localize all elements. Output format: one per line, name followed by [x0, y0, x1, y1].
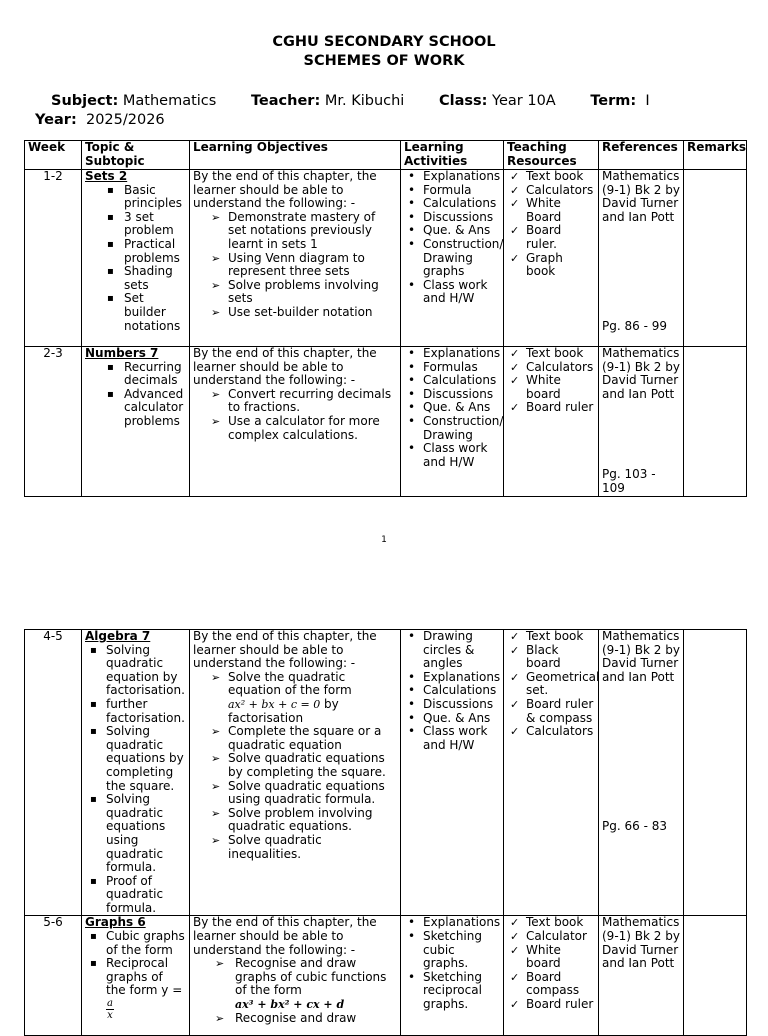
teacher-label: Teacher: [250, 93, 321, 109]
objective-item: ➢ Use a calculator for more complex calculations. [193, 415, 397, 442]
objective-item: ➢ Solve quadratic equations using quadratic formula. [193, 780, 397, 807]
week-cell: 2-3 [25, 347, 82, 497]
activity-item: • Drawing circles & angles [404, 630, 500, 671]
activity-item: • Formulas [404, 361, 500, 375]
objective-text: Recognise and draw graphs of cubic functions of the form [235, 956, 387, 998]
resource-item: ✓ White board [507, 374, 595, 401]
reference-text: Mathematics (9-1) Bk 2 by David Turner and Ian Pott [602, 915, 680, 971]
resource-item: ✓ Graph book [507, 252, 595, 279]
topic-title: Graphs 6 [85, 915, 146, 930]
topic-title: Algebra 7 [85, 629, 151, 643]
subtopic-item: ▪ Recurring decimals [85, 361, 186, 388]
subtopic-text: Reciprocal graphs of the form y = [106, 956, 183, 998]
subtopic-item: ▪ Set builder notations [85, 292, 186, 333]
meta-row [51, 93, 680, 109]
activity-item: • Discussions [404, 388, 500, 402]
activity-item: • Calculations [404, 197, 500, 211]
resource-item: ✓ Geometrical set. [507, 671, 595, 698]
subtopic-item: ▪ Solving quadratic equation by factorisation. [85, 644, 186, 698]
objective-text: by factorisation [228, 696, 339, 725]
objectives-cell [190, 170, 401, 347]
reference-text: Mathematics (9-1) Bk 2 by David Turner and Ian Pott [602, 346, 680, 401]
objective-item: ➢ Recognise and draw [193, 1012, 397, 1026]
references-cell [599, 916, 684, 1036]
table-header-row [25, 141, 747, 170]
reference-pages: Pg. 86 - 99 [602, 319, 667, 333]
resource-item: ✓ Text book [507, 347, 595, 361]
page-number: 1 [381, 535, 387, 545]
year-label: Year: [35, 112, 77, 128]
col-remarks: Remarks [684, 141, 747, 170]
quadratic-formula: ax² + bx + c = 0 [228, 697, 321, 711]
remarks-cell [684, 630, 747, 916]
resource-item: ✓ Board ruler & compass [507, 698, 595, 725]
activity-item: • Que. & Ans [404, 712, 500, 726]
col-objectives: Learning Objectives [190, 141, 401, 170]
table-row [25, 347, 747, 497]
subtopic-item: ▪ Advanced calculator problems [85, 388, 186, 429]
term-label: Term: [590, 93, 637, 109]
objective-item: ➢ Solve quadratic equations by completing the square. [193, 752, 397, 779]
activity-item: • Explanations [404, 170, 500, 184]
week-cell: 1-2 [25, 170, 82, 347]
cubic-formula: ax³ + bx² + cx + d [235, 998, 345, 1012]
resource-item: ✓ Board compass [507, 971, 595, 998]
objectives-cell [190, 630, 401, 916]
subtopic-item: ▪ Solving quadratic equations by completing the square. [85, 725, 186, 793]
document-title: SCHEMES OF WORK [303, 53, 465, 69]
resource-item: ✓ Black board [507, 644, 595, 671]
table-row [25, 916, 747, 1036]
subtopic-item: ▪ Shading sets [85, 265, 186, 292]
topic-cell [82, 170, 190, 347]
objective-item [193, 957, 397, 1011]
class-label: Class: [438, 93, 488, 109]
activity-item: • Explanations [404, 347, 500, 361]
class-value: Year 10A [492, 93, 556, 109]
subtopic-item: ▪ Solving quadratic equations using quadratic formula. [85, 793, 186, 875]
topic-cell [82, 347, 190, 497]
resources-cell [504, 347, 599, 497]
resource-item: ✓ Calculators [507, 361, 595, 375]
remarks-cell [684, 916, 747, 1036]
scheme-table [24, 140, 747, 497]
table-row [25, 630, 747, 916]
subtopic-item: ▪ Cubic graphs of the form [85, 930, 186, 957]
resources-cell [504, 916, 599, 1036]
col-resources: Teaching Resources [504, 141, 599, 170]
activity-item: • Class work and H/W [404, 725, 500, 752]
activities-cell [401, 170, 504, 347]
subtopic-item: ▪ 3 set problem [85, 211, 186, 238]
objectives-cell [190, 347, 401, 497]
activity-item: • Class work and H/W [404, 279, 500, 306]
col-references: References [599, 141, 684, 170]
year-value: 2025/2026 [85, 112, 165, 128]
activity-item: • Explanations [404, 916, 500, 930]
activity-item: • Class work and H/W [404, 442, 500, 469]
objective-item: ➢ Using Venn diagram to represent three sets [193, 252, 397, 279]
reference-text: Mathematics (9-1) Bk 2 by David Turner and Ian Pott [602, 169, 680, 224]
fraction-numerator: a [107, 998, 113, 1010]
references-cell [599, 630, 684, 916]
school-name: CGHU SECONDARY SCHOOL [272, 34, 496, 50]
topic-cell [82, 630, 190, 916]
activities-cell [401, 347, 504, 497]
activity-item: • Que. & Ans [404, 224, 500, 238]
objectives-intro: By the end of this chapter, the learner should be able to understand the following: - [193, 346, 377, 388]
resource-item: ✓ Text book [507, 916, 595, 930]
remarks-cell [684, 170, 747, 347]
topic-title: Numbers 7 [85, 346, 159, 360]
activity-item: • Construction/ Drawing [404, 415, 500, 442]
reference-pages: Pg. 103 - 109 [602, 467, 656, 495]
resource-item: ✓ Text book [507, 630, 595, 644]
activity-item: • Calculations [404, 684, 500, 698]
activity-item: • Discussions [404, 211, 500, 225]
objectives-intro: By the end of this chapter, the learner should be able to understand the following: - [193, 915, 377, 957]
fraction [106, 998, 114, 1021]
resource-item: ✓ White Board [507, 197, 595, 224]
reference-text: Mathematics (9-1) Bk 2 by David Turner and Ian Pott [602, 629, 680, 684]
subtopic-item: ▪ Proof of quadratic formula. [85, 875, 186, 916]
objective-item: ➢ Solve quadratic inequalities. [193, 834, 397, 861]
objective-text: Solve the quadratic equation of the form [228, 669, 352, 698]
resource-item: ✓ Calculators [507, 725, 595, 739]
resource-item: ✓ Board ruler. [507, 224, 595, 251]
activity-item: • Sketching cubic graphs. [404, 930, 500, 971]
table-row [25, 170, 747, 347]
resource-item: ✓ White board [507, 944, 595, 971]
subject-value: Mathematics [122, 93, 217, 109]
subject-label: Subject: [51, 93, 119, 109]
year-row [35, 112, 165, 128]
scheme-table-continued [24, 629, 747, 1036]
resources-cell [504, 170, 599, 347]
topic-title: Sets 2 [85, 169, 128, 183]
objectives-cell [190, 916, 401, 1036]
resource-item: ✓ Board ruler [507, 401, 595, 415]
col-week: Week [25, 141, 82, 170]
col-topic: Topic & Subtopic [82, 141, 190, 170]
remarks-cell [684, 347, 747, 497]
resource-item: ✓ Calculator [507, 930, 595, 944]
subtopic-item [85, 957, 186, 1021]
references-cell [599, 347, 684, 497]
week-cell: 4-5 [25, 630, 82, 916]
col-activities: Learning Activities [401, 141, 504, 170]
resources-cell [504, 630, 599, 916]
term-value: I [645, 93, 650, 109]
topic-cell [82, 916, 190, 1036]
week-cell: 5-6 [25, 916, 82, 1036]
activity-item: • Explanations [404, 671, 500, 685]
teacher-value: Mr. Kibuchi [324, 93, 405, 109]
activity-item: • Sketching reciprocal graphs. [404, 971, 500, 1012]
references-cell [599, 170, 684, 347]
activity-item: • Discussions [404, 698, 500, 712]
subtopic-item: ▪ Practical problems [85, 238, 186, 265]
subtopic-item: ▪ further factorisation. [85, 698, 186, 725]
objective-item: ➢ Solve problem involving quadratic equations. [193, 807, 397, 834]
objective-item: ➢ Solve problems involving sets [193, 279, 397, 306]
activity-item: • Calculations [404, 374, 500, 388]
activity-item: • Construction/ Drawing graphs [404, 238, 500, 279]
objective-item: ➢ Complete the square or a quadratic equation [193, 725, 397, 752]
objectives-intro: By the end of this chapter, the learner should be able to understand the following: - [193, 169, 377, 211]
objective-item: ➢ Use set-builder notation [193, 306, 397, 320]
objective-item [193, 671, 397, 725]
activity-item: • Que. & Ans [404, 401, 500, 415]
fraction-denominator: x [107, 1010, 113, 1022]
subtopic-item: ▪ Basic principles [85, 184, 186, 211]
activities-cell [401, 630, 504, 916]
activity-item: • Formula [404, 184, 500, 198]
objective-item: ➢ Demonstrate mastery of set notations previously learnt in sets 1 [193, 211, 397, 252]
resource-item: ✓ Board ruler [507, 998, 595, 1012]
resource-item: ✓ Text book [507, 170, 595, 184]
activities-cell [401, 916, 504, 1036]
reference-pages: Pg. 66 - 83 [602, 819, 667, 833]
objective-item: ➢ Convert recurring decimals to fractions. [193, 388, 397, 415]
resource-item: ✓ Calculators [507, 184, 595, 198]
objectives-intro: By the end of this chapter, the learner should be able to understand the following: - [193, 629, 377, 671]
